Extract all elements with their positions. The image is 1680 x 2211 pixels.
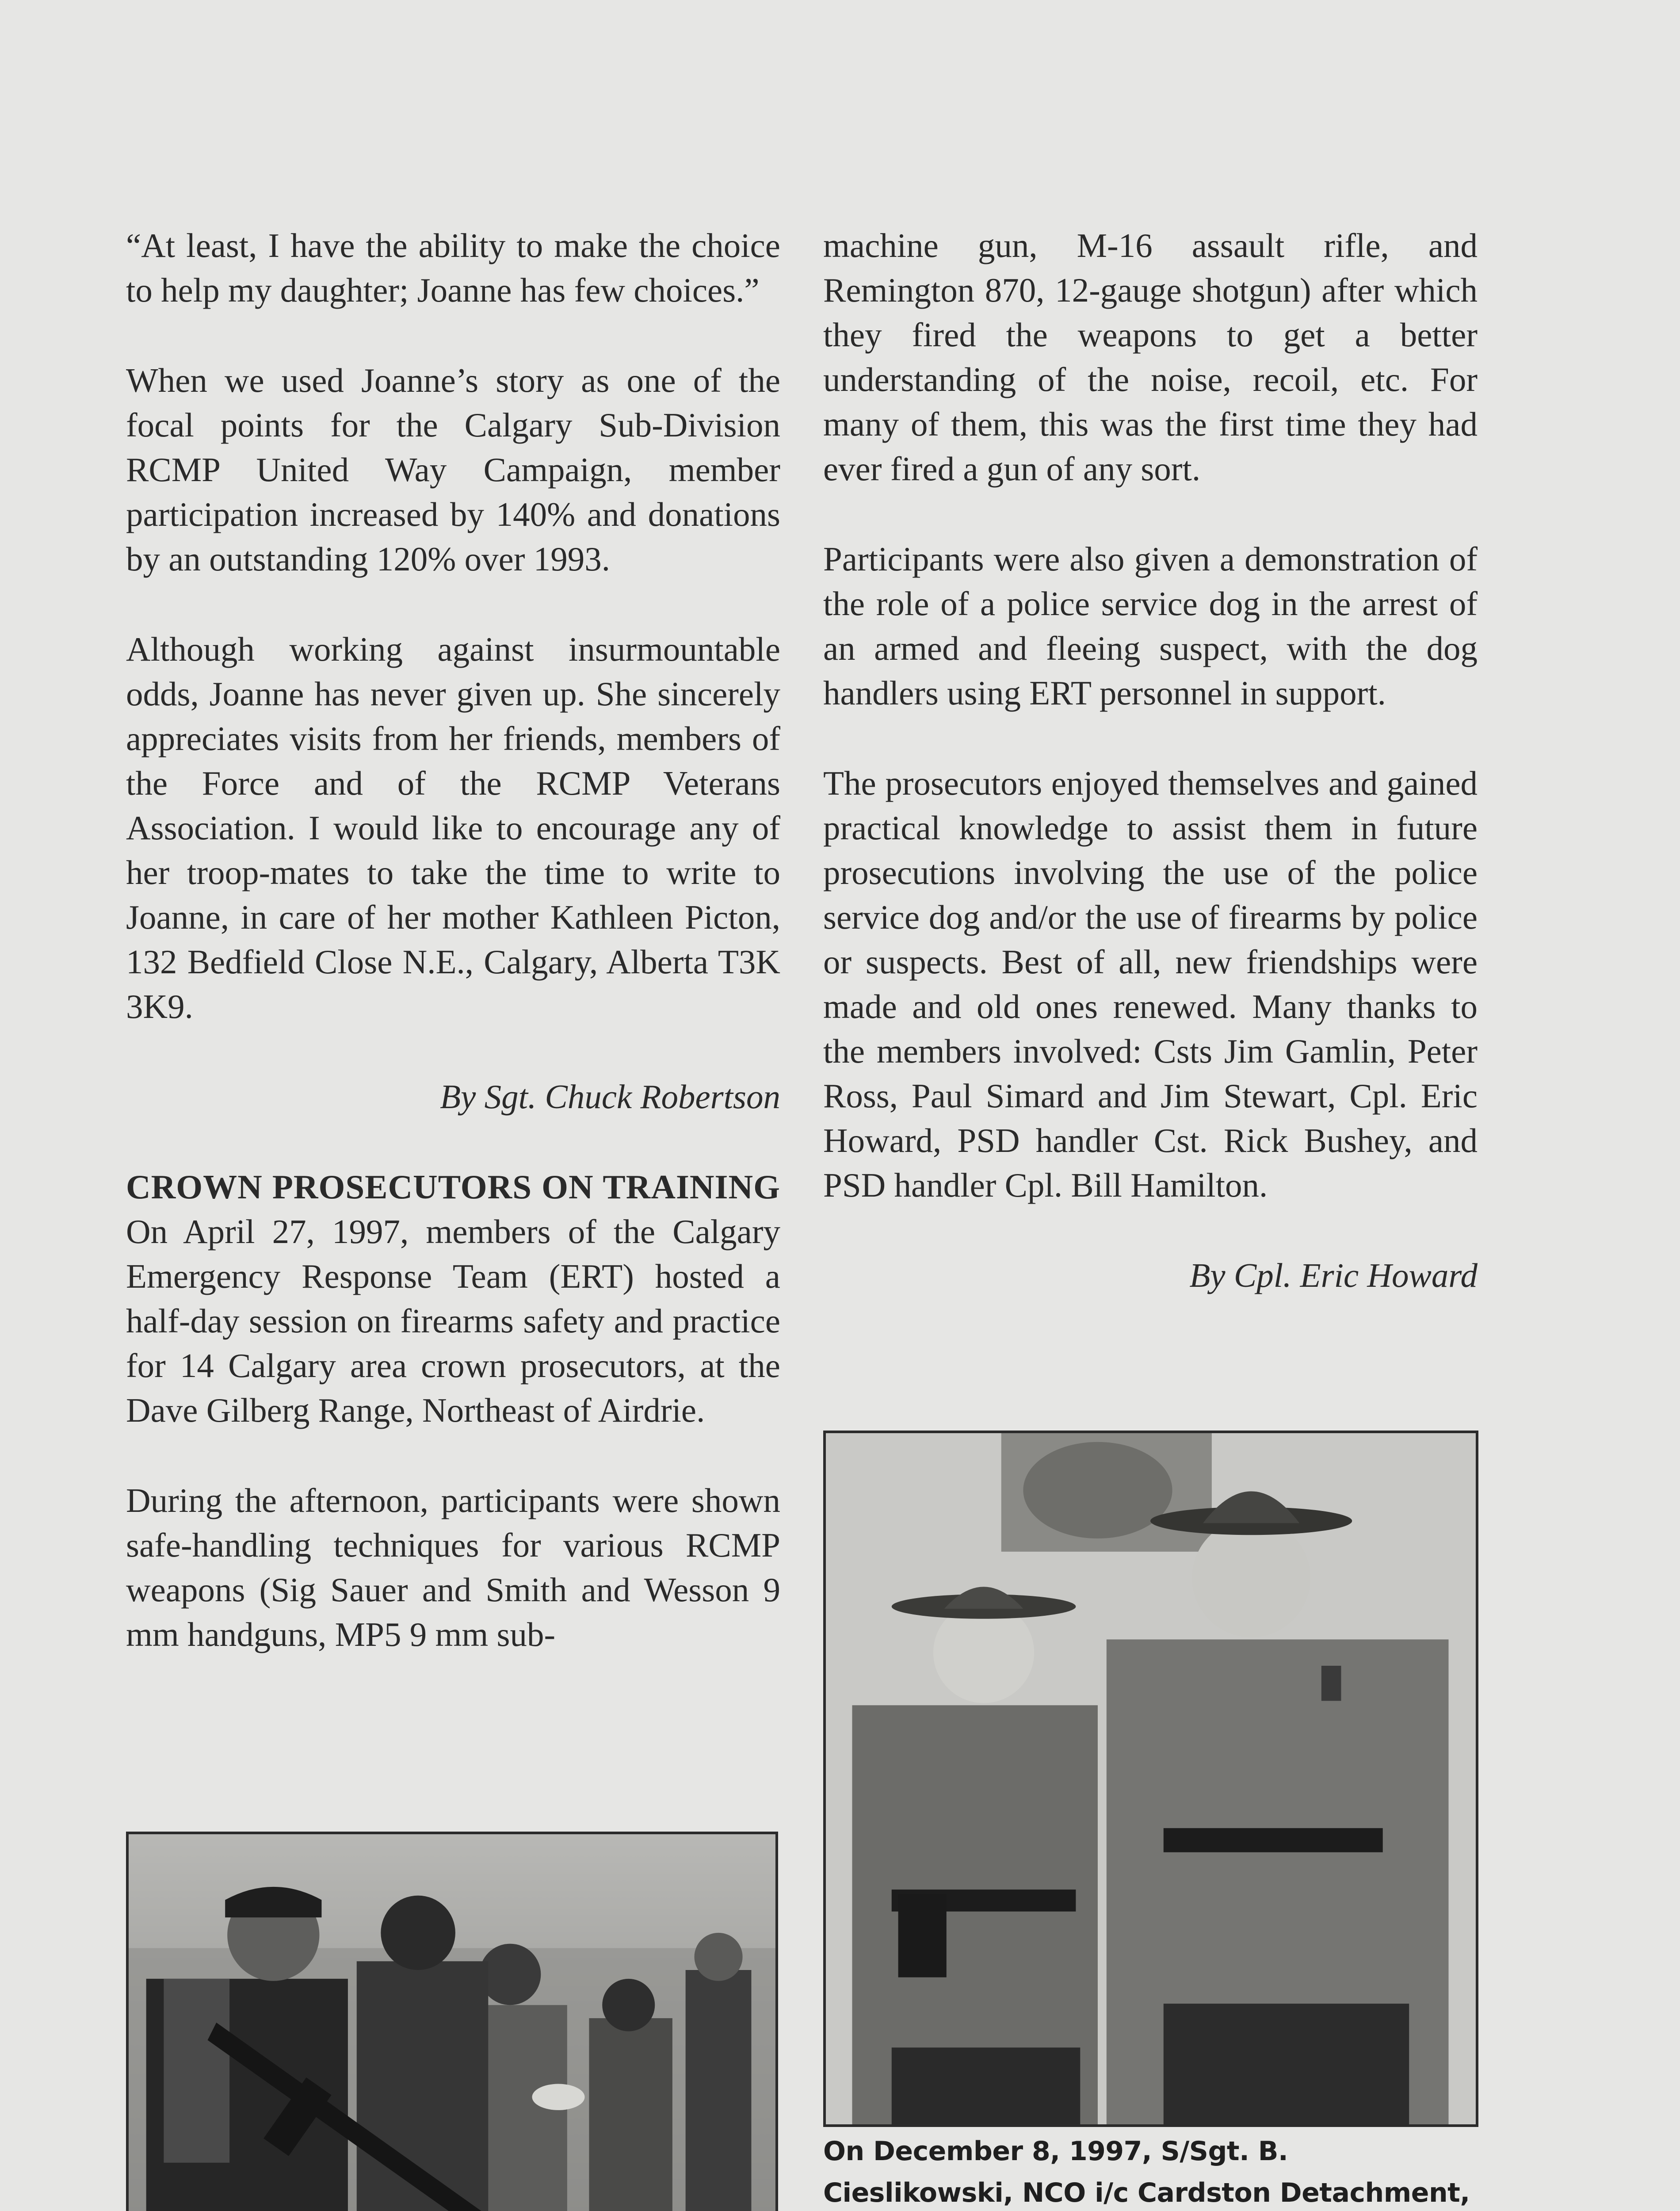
photo-rcmp-graduation (823, 1431, 1478, 2127)
article-heading: CROWN PROSECUTORS ON TRAINING (126, 1168, 780, 1206)
paragraph: During the afternoon, participants were shown safe-handling techniques for various RCMP weapons (Sig Sauer and Smith and Wesson 9 mm handguns, MP5 9 mm sub- (126, 1481, 780, 1653)
byline: By Cpl. Eric Howard (1189, 1256, 1478, 1294)
paragraph: machine gun, M-16 assault rifle, and Remington 870, 12-gauge shotgun) after which they fired the weapons to get a better understanding of the noise, recoil, etc. For many of them, this was the first time they had ever fired a gun of any sort. (823, 226, 1478, 488)
byline: By Sgt. Chuck Robertson (440, 1078, 780, 1116)
photo-image (129, 1834, 775, 2211)
left-column (126, 223, 780, 1702)
paragraph: Although working against insurmountable odds, Joanne has never given up. She sincerely appreciates visits from her friends, members of the Force and of the RCMP Veterans Association. I would like to encourage any of her troop-mates to take the time to write to Joanne, in care of her mother Kathleen Picton, 132 Bedfield Close N.E., Calgary, Alberta T3K 3K9. (126, 630, 780, 1025)
paragraph: The prosecutors enjoyed themselves and gained practical knowledge to assist them in future prosecutions involving the use of the police service dog and/or the use of firearms by police or suspects. Best of all, new friendships were made and old ones renewed. Many thanks to the members involved: Csts Jim Gamlin, Peter Ross, Paul Simard and Jim Stewart, Cpl. Eric Howard, PSD handler Cst. Rick Bushey, and PSD handler Cpl. Bill Hamilton. (823, 764, 1478, 1204)
article-paragraph (126, 1165, 780, 1433)
right-column (823, 223, 1478, 1343)
article-lead-text: On April 27, 1997, members of the Calgary Emergency Response Team (ERT) hosted a half-day session on firearms safety and practice for 14 Calgary area crown prosecutors, at the Dave Gilberg Range, Northeast of Airdrie. (126, 1213, 780, 1429)
paragraph: “At least, I have the ability to make the choice to help my daughter; Joanne has few choices.” (126, 226, 780, 309)
paragraph: Participants were also given a demonstration of the role of a police service dog in the arrest of an armed and fleeing suspect, with the dog handlers using ERT personnel in support. (823, 540, 1478, 712)
photo-caption: On December 8, 1997, S/Sgt. B. Cieslikowski, NCO i/c Cardston Detachment, (823, 2136, 1470, 2208)
photo-firearms-training (126, 1832, 778, 2211)
photo-image (826, 1433, 1476, 2124)
paragraph: When we used Joanne’s story as one of the focal points for the Calgary Sub-Division RCMP United Way Campaign, member participation increased by 140% and donations by an outstanding 120% over 1993. (126, 361, 780, 578)
